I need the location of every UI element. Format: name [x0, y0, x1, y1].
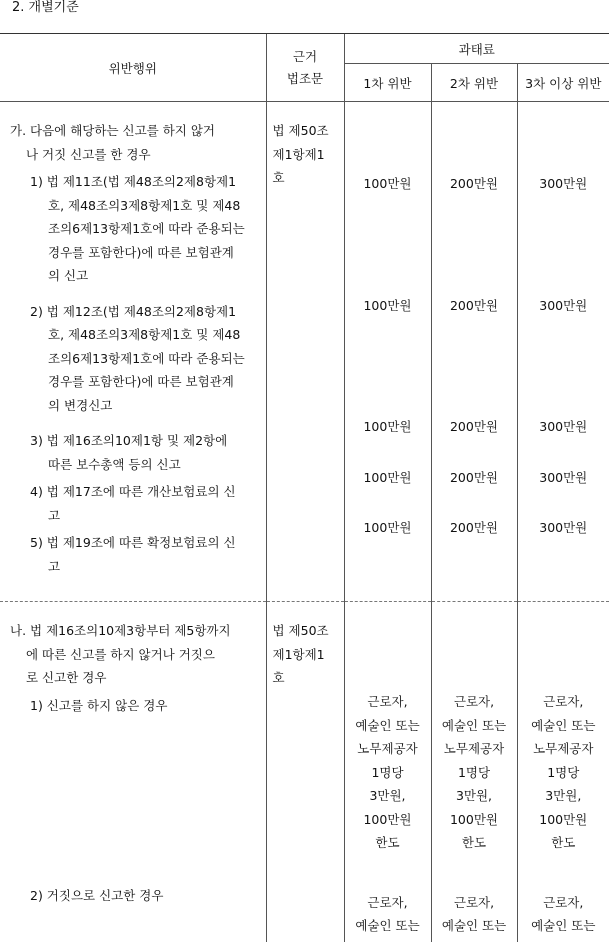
header-third-violation: 3차 이상 위반	[517, 64, 609, 102]
fee-third-block-a: 300만원 300만원 300만원 300만원 300만원	[517, 102, 609, 602]
header-legal-basis	[266, 34, 344, 102]
block-b-item-2: 2) 거짓으로 신고한 경우	[30, 888, 164, 903]
block-a-item-2: 2) 법 제12조(법 제48조의2제8항제1 호, 제48조의3제8항제1호 및 제48 조의6제13항제1호에 따라 준용되는 경우를 포함한다)에 따른 보험관계 의 변경신고	[30, 303, 245, 413]
fee-first-block-b: 근로자, 예술인 또는 노무제공자 1명당 3만원, 100만원 한도 근로자, 예술인 또는	[344, 602, 431, 942]
block-a-item-5: 5) 법 제19조에 따른 확정보험료의 신 고	[30, 535, 236, 574]
table-row-block-a	[0, 102, 609, 602]
header-legal-basis-line2: 법조문	[286, 70, 324, 86]
violation-block-b	[0, 602, 266, 942]
law-block-a: 법 제50조 제1항제1 호	[266, 102, 344, 602]
fee-second-block-b: 근로자, 예술인 또는 노무제공자 1명당 3만원, 100만원 한도 근로자, 예술인 또는	[431, 602, 517, 942]
law-block-b: 법 제50조 제1항제1 호	[266, 602, 344, 942]
header-first-violation: 1차 위반	[344, 64, 431, 102]
header-legal-basis-line1: 근거	[292, 48, 318, 64]
block-a-title: 가. 다음에 해당하는 신고를 하지 않거 나 거짓 신고를 한 경우	[10, 123, 215, 162]
block-a-item-1: 1) 법 제11조(법 제48조의2제8항제1 호, 제48조의3제8항제1호 및 제48 조의6제13항제1호에 따라 준용되는 경우를 포함한다)에 따른 보험관계 의 신고	[30, 174, 245, 283]
block-b-item-1: 1) 신고를 하지 않은 경우	[30, 697, 168, 713]
fee-first-block-a: 100만원 100만원 100만원 100만원 100만원	[344, 102, 431, 602]
table-row-block-b	[0, 602, 609, 942]
block-b-title: 나. 법 제16조의10제3항부터 제5항까지 에 따른 신고를 하지 않거나 거짓으 로 신고한 경우	[10, 623, 231, 685]
block-a-item-3: 3) 법 제16조의10제1항 및 제2항에 따른 보수총액 등의 신고	[30, 433, 228, 472]
header-second-violation: 2차 위반	[431, 64, 517, 102]
penalty-table	[0, 33, 609, 942]
header-penalty: 과태료	[344, 34, 609, 64]
violation-block-a	[0, 102, 266, 602]
block-a-item-4: 4) 법 제17조에 따른 개산보험료의 신 고	[30, 484, 236, 523]
header-violation: 위반행위	[0, 34, 266, 102]
section-title: 2. 개별기준	[12, 0, 79, 15]
fee-third-block-b: 근로자, 예술인 또는 노무제공자 1명당 3만원, 100만원 한도 근로자, 예술인 또는	[517, 602, 609, 942]
fee-second-block-a: 200만원 200만원 200만원 200만원 200만원	[431, 102, 517, 602]
